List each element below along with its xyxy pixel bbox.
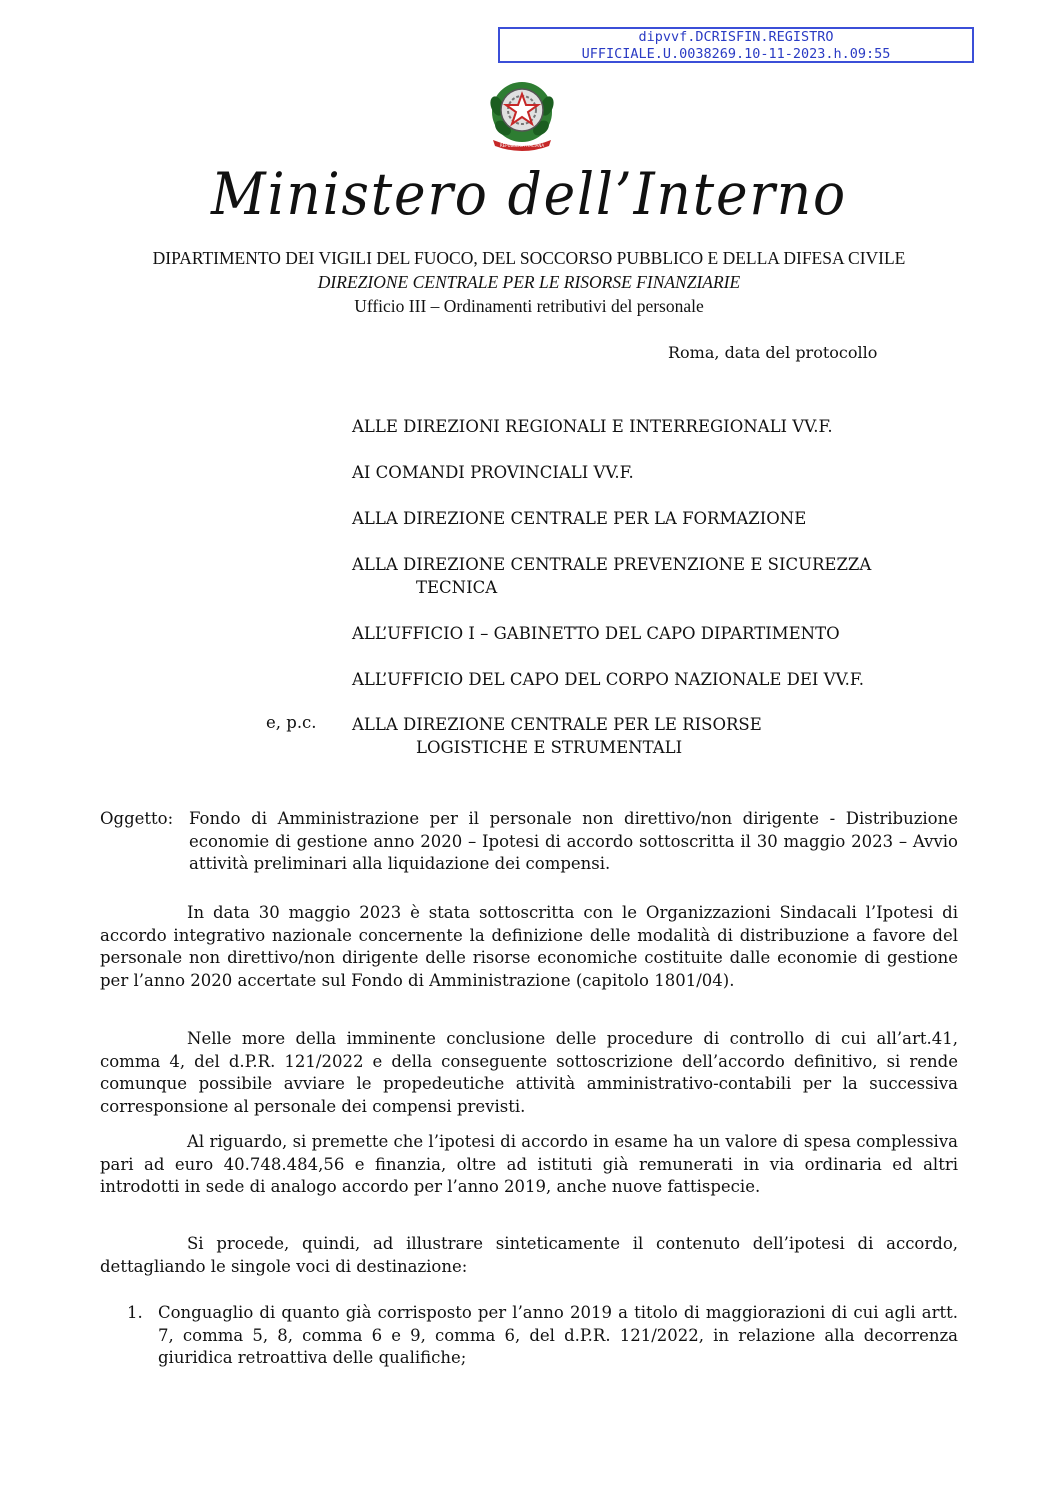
- recipient: [352, 622, 972, 645]
- list-item-number: 1.: [127, 1303, 143, 1322]
- cc-label: e, p.c.: [266, 713, 317, 732]
- recipient: [352, 507, 972, 530]
- protocol-stamp: [498, 27, 974, 63]
- stamp-registry: dipvvf.DCRISFIN.REGISTRO: [638, 29, 834, 45]
- body-paragraph: Al riguardo, si premette che l’ipotesi di accordo in esame ha un valore di spesa complessiva pari ad euro 40.748.484,56 e finanzia, oltre ad istituti già remunerati in via ordinaria ed altri introdotti in sede di analogo accordo per l’anno 2019, anche nuove fattispecie.: [100, 1132, 958, 1196]
- recipient: [352, 415, 972, 438]
- recipient-line: ALLA DIREZIONE CENTRALE PER LA FORMAZIONE: [352, 509, 807, 528]
- subject-block: [100, 808, 958, 876]
- office-name: Ufficio III – Ordinamenti retributivi del personale: [354, 296, 704, 316]
- recipient-line: ALLE DIREZIONI REGIONALI E INTERREGIONALI VV.F.: [352, 417, 833, 436]
- subject-text: Fondo di Amministrazione per il personale non direttivo/non dirigente - Distribuzione economie di gestione anno 2020 – Ipotesi di accordo sottoscritta il 30 maggio 2023 – Avvio attività preliminari alla liquidazione dei compensi.: [189, 809, 958, 873]
- recipient: [352, 668, 972, 691]
- ministry-title: Ministero dell’Interno: [211, 160, 847, 228]
- emblem-ribbon-text: REPUBBLICA ITALIANA: [499, 143, 545, 148]
- cc-recipient: [352, 713, 972, 759]
- direction-name: DIREZIONE CENTRALE PER LE RISORSE FINANZIARIE: [317, 272, 741, 292]
- list-item: [100, 1302, 958, 1370]
- recipient: [352, 461, 972, 484]
- body-paragraph: Nelle more della imminente conclusione delle procedure di controllo di cui all’art.41, comma 4, del d.P.R. 121/2022 e della conseguente sottoscrizione dell’accordo definitivo, si rende comunque possibile avviare le propedeutiche attività amministrativo-contabili per la successiva corresponsione al personale dei compensi previsti.: [100, 1029, 958, 1116]
- body-paragraph: Si procede, quindi, ad illustrare sinteticamente il contenuto dell’ipotesi di accordo, dettagliando le singole voci di destinazione:: [100, 1234, 958, 1276]
- italian-republic-emblem-icon: [483, 76, 561, 154]
- recipient-line: ALLA DIREZIONE CENTRALE PER LE RISORSE: [352, 715, 762, 734]
- list-item-text: Conguaglio di quanto già corrisposto per l’anno 2019 a titolo di maggiorazioni di cui agli artt. 7, comma 5, 8, comma 6 e 9, comma 6, del d.P.R. 121/2022, in relazione alla decorrenza giuridica retroattiva delle qualifiche;: [158, 1303, 958, 1367]
- recipient: [352, 553, 972, 599]
- recipient-line: ALL’UFFICIO DEL CAPO DEL CORPO NAZIONALE DEI VV.F.: [352, 670, 864, 689]
- recipient-line: ALL’UFFICIO I – GABINETTO DEL CAPO DIPARTIMENTO: [352, 624, 840, 643]
- place-date: Roma, data del protocollo: [668, 343, 878, 362]
- recipient-line-continued: TECNICA: [416, 578, 498, 597]
- recipient-line: AI COMANDI PROVINCIALI VV.F.: [352, 463, 634, 482]
- department-name: DIPARTIMENTO DEI VIGILI DEL FUOCO, DEL SOCCORSO PUBBLICO E DELLA DIFESA CIVILE: [152, 248, 906, 268]
- recipient-line-continued: LOGISTICHE E STRUMENTALI: [416, 738, 683, 757]
- body-paragraph: In data 30 maggio 2023 è stata sottoscritta con le Organizzazioni Sindacali l’Ipotesi di accordo integrativo nazionale concernente la definizione delle modalità di distribuzione a favore del personale non direttivo/non dirigente delle risorse economiche costituite dalle economie di gestione per l’anno 2020 accertate sul Fondo di Amministrazione (capitolo 1801/04).: [100, 903, 958, 990]
- subject-label: Oggetto:: [100, 809, 174, 828]
- stamp-protocol-number: UFFICIALE.U.0038269.10-11-2023.h.09:55: [581, 46, 891, 62]
- recipient-line: ALLA DIREZIONE CENTRALE PREVENZIONE E SICUREZZA: [352, 555, 872, 574]
